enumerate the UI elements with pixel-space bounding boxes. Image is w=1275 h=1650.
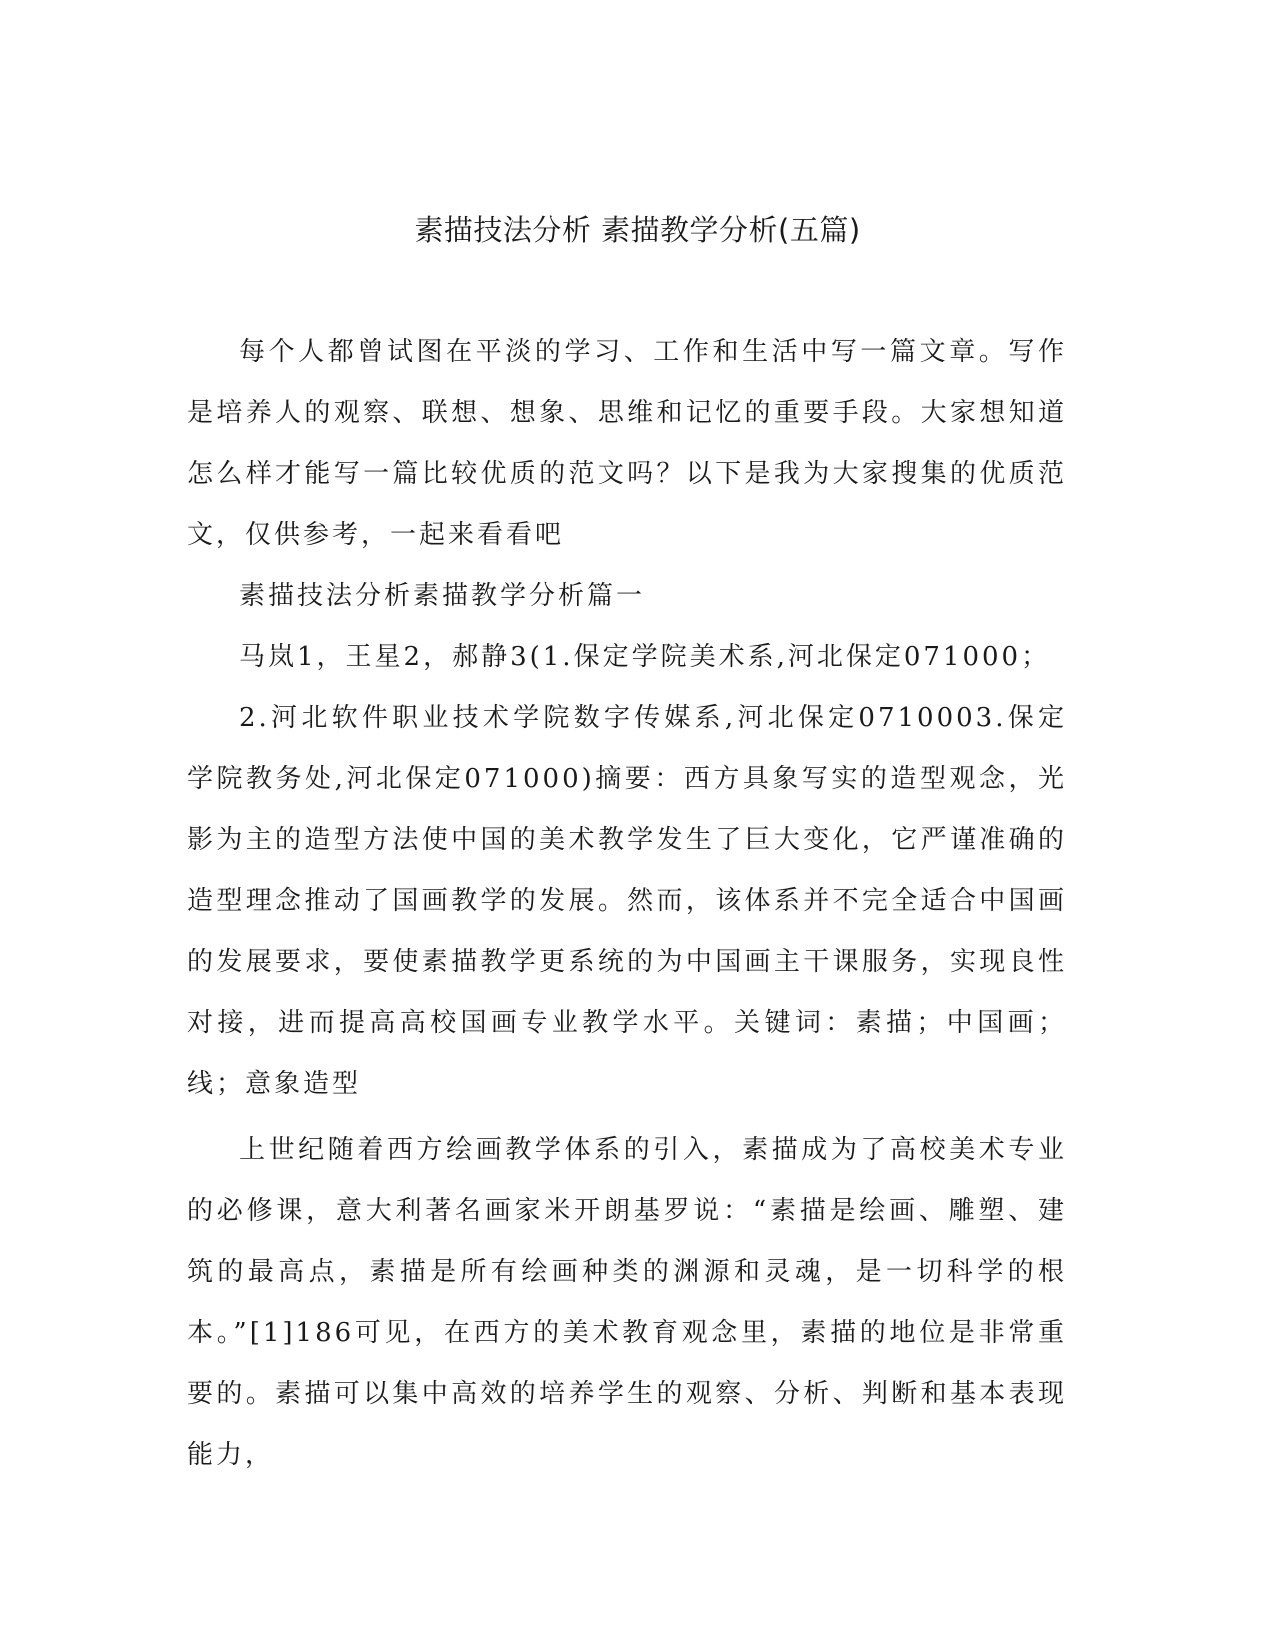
document-body	[187, 322, 1067, 1486]
authors-line: 马岚1，王星2，郝静3(1.保定学院美术系,河北保定071000；	[239, 642, 1051, 672]
body-paragraph: 上世纪随着西方绘画教学体系的引入，素描成为了高校美术专业的必修课，意大利著名画家米开朗基罗说：“素描是绘画、雕塑、建筑的最高点，素描是所有绘画种类的渊源和灵魂，是一切科学的根本。”[1]186可见，在西方的美术教育观念里，素描的地位是非常重要的。素描可以集中高效的培养学生的观察、分析、判断和基本表现能力，	[187, 1135, 1067, 1470]
section-heading: 素描技法分析素描教学分析篇一	[239, 581, 646, 611]
intro-paragraph: 每个人都曾试图在平淡的学习、工作和生活中写一篇文章。写作是培养人的观察、联想、想象、思维和记忆的重要手段。大家想知道怎么样才能写一篇比较优质的范文吗？以下是我为大家搜集的优质范文，仅供参考，一起来看看吧	[187, 337, 1067, 550]
document-title: 素描技法分析 素描教学分析(五篇)	[414, 213, 861, 247]
abstract-paragraph: 2.河北软件职业技术学院数字传媒系,河北保定0710003.保定学院教务处,河北保定071000)摘要：西方具象写实的造型观念，光影为主的造型方法使中国的美术教学发生了巨大变化，它严谨准确的造型理念推动了国画教学的发展。然而，该体系并不完全适合中国画的发展要求，要使素描教学更系统的为中国画主干课服务，实现良性对接，进而提高高校国画专业教学水平。关键词：素描；中国画；线；意象造型	[187, 703, 1067, 1099]
